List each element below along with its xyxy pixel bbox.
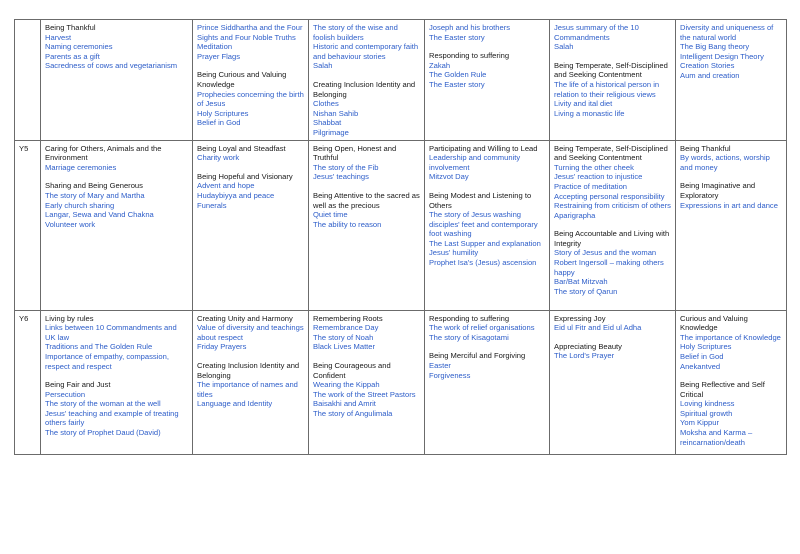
topic-block [313,361,420,419]
topic-item: Parents as a gift [45,51,100,61]
topic-block [197,361,304,409]
topic-item: Easter [429,360,451,370]
topic-heading: Being Modest and Listening to Others [429,190,532,210]
topic-item: Jesus' reaction to injustice [554,172,643,182]
table-cell [193,20,309,141]
topic-item: Bar/Bat Mitzvah [554,277,608,287]
topic-item: Spiritual growth [680,408,733,418]
topic-item: Jesus' teaching and example of treating others fairly [45,408,179,428]
topic-heading: Being Attentive to the sacred as well as the precious [313,190,420,210]
topic-heading: Being Curious and Valuing Knowledge [197,70,287,89]
topic-heading: Expressing Joy [554,313,606,323]
topic-item: The story of Mary and Martha [45,190,145,200]
topic-item: The story of the Fib [313,162,379,172]
topic-item: Prince Siddhartha and the Four Sights and Four Noble Truths [197,23,303,42]
topic-item: Jesus' humility [429,248,479,258]
topic-heading: Appreciating Beauty [554,341,622,351]
topic-block [197,314,304,352]
topic-item: Remembrance Day [313,323,379,333]
topic-block [313,23,420,71]
topic-item: Aparigrapha [554,210,596,220]
topic-block [429,191,545,268]
topic-heading: Being Merciful and Forgiving [429,351,526,361]
topic-item: Links between 10 Commandments and UK law [45,323,177,342]
year-cell: Y6 [15,310,41,454]
topic-block [45,380,188,438]
topic-item: Prayer Flags [197,51,241,61]
topic-item: The importance of Knowledge [680,332,781,342]
curriculum-table [14,19,787,455]
topic-item: The story of Angulimala [313,408,393,418]
topic-block [680,314,782,372]
table-cell [425,20,550,141]
topic-item: The importance of names and titles [197,380,298,399]
topic-heading: Responding to suffering [429,51,510,61]
topic-item: The Last Supper and explanation [429,238,541,248]
topic-item: Creation Stories [680,61,735,71]
table-cell [550,20,676,141]
topic-block [429,314,545,343]
topic-item: Holy Scriptures [197,108,249,118]
topic-block [197,144,304,163]
topic-item: Leadership and community involvement [429,153,521,172]
topic-block [554,342,671,361]
topic-item: Jesus summary of the 10 Commandments [554,23,639,42]
topic-item: Marriage ceremonies [45,162,117,172]
topic-item: Charity work [197,153,240,163]
topic-item: The story of Noah [313,332,374,342]
table-cell [41,20,193,141]
topic-item: Historic and contemporary faith and behaviour stories [313,42,419,61]
topic-item: Robert Ingersoll – making others happy [554,258,664,277]
curriculum-table-body [15,20,787,455]
topic-block [554,61,671,119]
topic-block [45,314,188,372]
topic-item: Accepting personal responsibility [554,191,665,201]
topic-heading: Participating and Willing to Lead [429,143,538,153]
topic-item: Salah [313,61,333,71]
topic-item: Nishan Sahib [313,108,359,118]
topic-item: Living a monastic life [554,108,625,118]
topic-item: Baisakhi and Amrit [313,399,376,409]
topic-item: Wearing the Kippah [313,380,380,390]
topic-item: Importance of empathy, compassion, respect and respect [45,351,169,371]
topic-block [313,80,420,138]
topic-heading: Caring for Others, Animals and the Environment [45,143,162,163]
table-cell [309,20,425,141]
topic-item: Livity and ital diet [554,99,613,109]
topic-item: The Easter story [429,79,485,89]
topic-item: Holy Scriptures [680,342,732,352]
topic-block [554,229,671,296]
table-row [15,20,787,141]
topic-item: Anekantved [680,361,721,371]
topic-heading: Being Temperate, Self-Disciplined and Seeking Contentment [554,143,668,163]
topic-block [554,23,671,52]
table-cell [309,310,425,454]
topic-item: Forgiveness [429,370,471,380]
topic-block [554,144,671,221]
topic-block [313,144,420,182]
topic-heading: Creating Inclusion Identity and Belonging [313,79,416,99]
topic-item: The life of a historical person in relation to their religious views [554,79,660,99]
topic-item: Moksha and Karma – reincarnation/death [680,428,753,447]
year-cell: Y5 [15,140,41,310]
topic-item: Joseph and his brothers [429,23,511,32]
topic-item: Belief in God [680,351,724,361]
topic-item: Loving kindness [680,399,735,409]
table-cell [309,140,425,310]
topic-heading: Remembering Roots [313,313,383,323]
topic-item: Meditation [197,42,233,52]
topic-heading: Being Hopeful and Visionary [197,171,293,181]
topic-item: Langar, Sewa and Vand Chakna [45,210,154,220]
topic-item: Harvest [45,32,72,42]
topic-block [429,144,545,182]
table-cell [676,20,787,141]
topic-item: Jesus' teachings [313,172,369,182]
topic-heading: Being Temperate, Self-Disciplined and Seeking Contentment [554,60,668,80]
topic-heading: Creating Inclusion Identity and Belonging [197,360,300,380]
topic-item: Restraining from criticism of others [554,201,671,211]
topic-item: Friday Prayers [197,342,247,352]
topic-item: The story of the wise and foolish builders [313,23,398,42]
topic-item: Intelligent Design Theory [680,51,764,61]
topic-block [680,181,782,210]
table-cell [550,140,676,310]
topic-item: Diversity and uniqueness of the natural world [680,23,774,42]
topic-heading: Being Accountable and Living with Integrity [554,229,670,248]
table-cell [676,310,787,454]
topic-block [197,23,304,61]
topic-heading: Curious and Valuing Knowledge [680,313,748,333]
topic-block [429,351,545,380]
topic-item: Language and Identity [197,399,273,409]
topic-item: Turning the other cheek [554,162,634,172]
topic-item: The Golden Rule [429,70,487,80]
topic-item: Persecution [45,389,86,399]
topic-item: Aum and creation [680,70,740,80]
topic-block [45,181,188,229]
topic-item: Eid ul Fitr and Eid ul Adha [554,323,642,333]
topic-item: Shabbat [313,118,342,128]
year-cell [15,20,41,141]
topic-item: The work of the Street Pastors [313,389,416,399]
topic-item: The Big Bang theory [680,42,750,52]
topic-block [45,23,188,71]
topic-item: Yom Kippur [680,418,719,428]
topic-item: The story of Qarun [554,286,618,296]
topic-item: The Lord's Prayer [554,351,615,361]
topic-heading: Being Courageous and Confident [313,360,391,380]
topic-item: The story of Prophet Daud (David) [45,428,161,438]
topic-item: Black Lives Matter [313,342,376,352]
topic-block [554,314,671,333]
topic-heading: Sharing and Being Generous [45,181,143,191]
table-cell [425,310,550,454]
topic-item: Funerals [197,200,227,210]
table-cell [193,140,309,310]
topic-item: The story of the woman at the well [45,399,161,409]
topic-item: Advent and hope [197,181,255,191]
table-row [15,310,787,454]
topic-item: Prophecies concerning the birth of Jesus [197,89,304,109]
topic-item: Hudaybiyya and peace [197,190,275,200]
topic-item: Clothes [313,99,339,109]
table-row [15,140,787,310]
table-cell [550,310,676,454]
topic-block [680,380,782,447]
topic-heading: Living by rules [45,313,94,323]
topic-block [680,23,782,81]
topic-heading: Being Thankful [680,143,731,153]
topic-item: Zakah [429,60,451,70]
topic-item: Belief in God [197,118,241,128]
topic-heading: Responding to suffering [429,313,510,323]
topic-item: Naming ceremonies [45,42,113,52]
topic-block [313,314,420,352]
topic-heading: Being Reflective and Self Critical [680,380,765,399]
topic-heading: Being Loyal and Steadfast [197,143,286,153]
topic-block [197,70,304,128]
table-cell [41,310,193,454]
topic-item: Quiet time [313,210,348,220]
table-cell [676,140,787,310]
topic-heading: Creating Unity and Harmony [197,313,293,323]
topic-item: Pilgrimage [313,127,349,137]
topic-item: The Easter story [429,32,485,42]
topic-item: Sacredness of cows and vegetarianism [45,61,178,71]
topic-item: The story of Jesus washing disciples' feet and contemporary foot washing [429,210,538,239]
topic-item: Early church sharing [45,200,115,210]
topic-heading: Being Thankful [45,23,96,32]
topic-item: Practice of meditation [554,181,628,191]
topic-item: Traditions and The Golden Rule [45,342,153,352]
topic-block [429,23,545,42]
topic-item: Prophet Isa's (Jesus) ascension [429,258,537,268]
topic-block [45,144,188,173]
topic-block [429,51,545,89]
topic-block [197,172,304,210]
topic-item: Story of Jesus and the woman [554,248,657,258]
topic-item: The ability to reason [313,219,382,229]
topic-item: By words, actions, worship and money [680,153,770,172]
topic-item: Salah [554,42,574,52]
topic-item: The work of relief organisations [429,323,535,333]
topic-heading: Being Open, Honest and Truthful [313,143,397,163]
topic-block [313,191,420,229]
topic-item: The story of Kisagotami [429,332,509,342]
table-cell [41,140,193,310]
topic-item: Volunteer work [45,219,96,229]
topic-item: Expressions in art and dance [680,200,778,210]
topic-item: Mitzvot Day [429,172,469,182]
topic-heading: Being Fair and Just [45,380,111,390]
topic-item: Value of diversity and teachings about respect [197,323,304,342]
topic-heading: Being Imaginative and Exploratory [680,181,756,200]
table-cell [425,140,550,310]
table-cell [193,310,309,454]
topic-block [680,144,782,173]
